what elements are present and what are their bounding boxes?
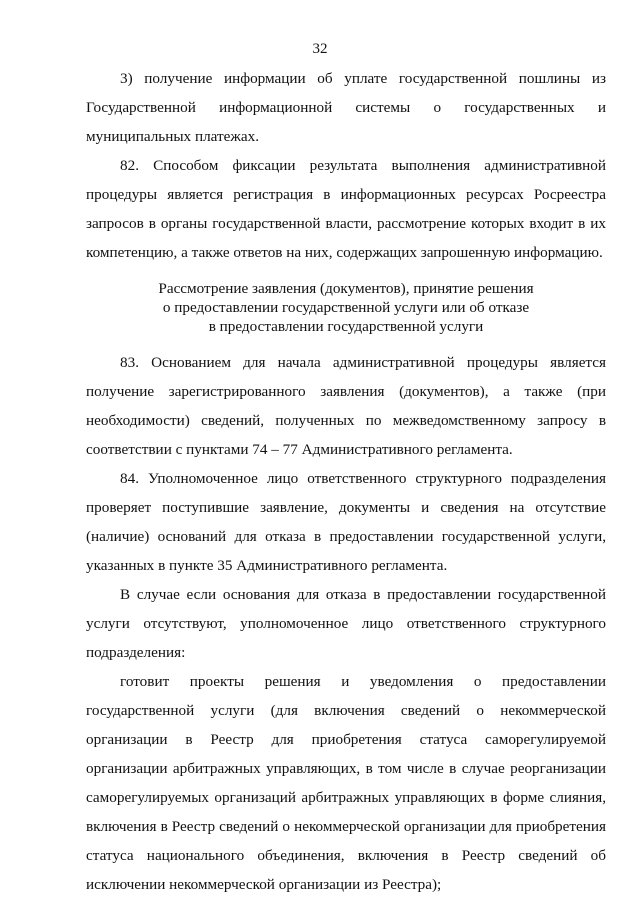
paragraph-prepares-drafts: готовит проекты решения и уведомления о предоставлении государственной услуги (для включения сведений о некоммерческой организации в Реестр для приобретения статуса саморегулируемой организации арбитражных управляющих, в том числе в случае реорганизации саморегулируемых организаций арбитражных управляющих в форме слияния, включения в Реестр сведений о некоммерческой организации для приобретения статуса национального объединения, включения в Реестр сведений об исключении некоммерческой организации из Реестра);	[86, 673, 606, 893]
document-body	[86, 64, 606, 899]
section-heading-line-1: Рассмотрение заявления (документов), принятие решения	[158, 280, 534, 297]
section-heading-line-2: о предоставлении государственной услуги или об отказе	[162, 299, 530, 316]
page-number: 32	[312, 41, 328, 57]
section-heading-line-3: в предоставлении государственной услуги	[208, 318, 484, 335]
paragraph-84: 84. Уполномоченное лицо ответственного структурного подразделения проверяет поступившие заявление, документы и сведения на отсутствие (наличие) оснований для отказа в предоставлении государственной услуги, указанных в пункте 35 Административного регламента.	[86, 470, 606, 574]
paragraph-82: 82. Способом фиксации результата выполнения административной процедуры является регистрация в информационных ресурсах Росреестра запросов в органы государственной власти, рассмотрение которых входит в их компетенцию, а также ответов на них, содержащих запрошенную информацию.	[86, 157, 606, 261]
section-heading	[86, 279, 606, 336]
paragraph-item-3: 3) получение информации об уплате государственной пошлины из Государственной информационной системы о государственных и муниципальных платежах.	[86, 70, 606, 145]
paragraph-no-grounds: В случае если основания для отказа в предоставлении государственной услуги отсутствуют, уполномоченное лицо ответственного структурного подразделения:	[86, 586, 606, 661]
paragraph-83: 83. Основанием для начала административной процедуры является получение зарегистрированного заявления (документов), а также (при необходимости) сведений, полученных по межведомственному запросу в соответствии с пунктами 74 – 77 Административного регламента.	[86, 354, 606, 458]
